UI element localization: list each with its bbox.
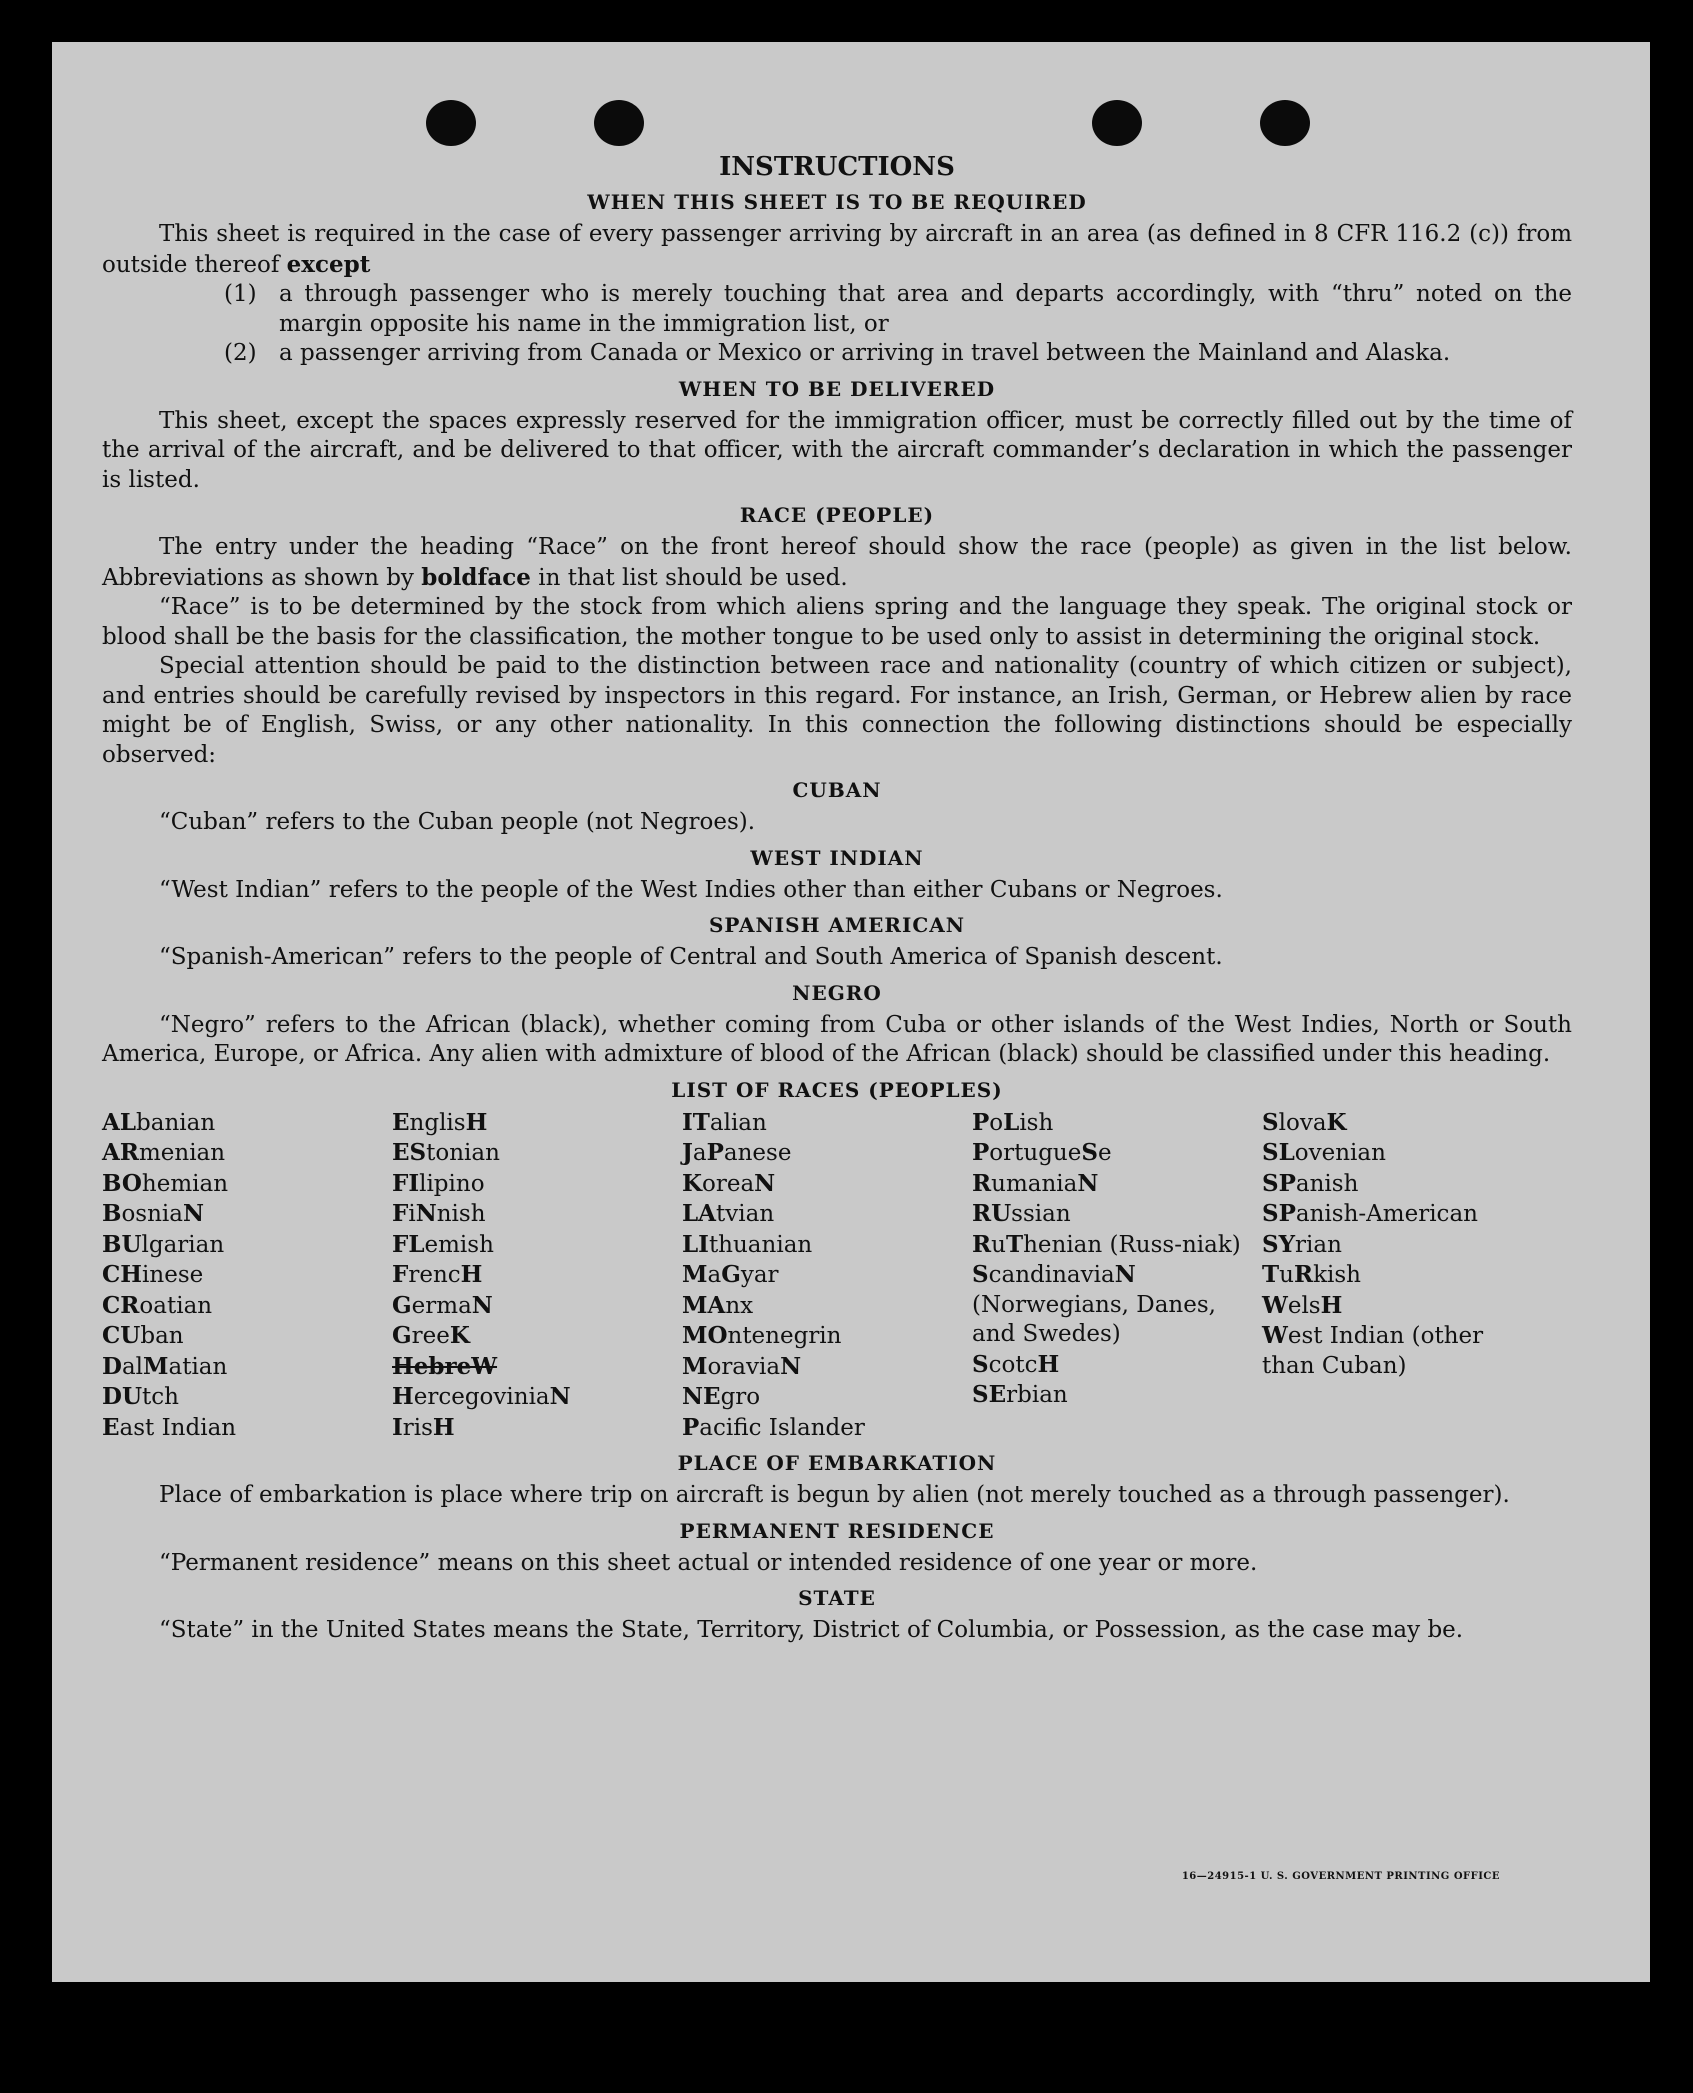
paragraph: “Negro” refers to the African (black), whether coming from Cuba or other islands of the West Indies, North or South America, Europe, or Africa. Any alien with admixture of blood of the African (black) should be classified under this heading. — [102, 1011, 1572, 1067]
race-abbrev: P — [706, 1139, 724, 1166]
race-entry — [1262, 1169, 1542, 1200]
paragraph: “West Indian” refers to the people of the West Indies other than either Cubans or Negroes. — [159, 876, 1223, 903]
race-text: candinavia — [988, 1262, 1115, 1288]
exception-number: (2) — [224, 340, 257, 366]
race-abbrev: IT — [682, 1108, 710, 1136]
race-abbrev: S — [972, 1261, 989, 1288]
race-entry — [682, 1108, 972, 1139]
race-abbrev: N — [549, 1383, 571, 1410]
race-entry — [1262, 1230, 1542, 1261]
race-text: anish-American — [1295, 1201, 1478, 1227]
race-entry — [972, 1350, 1262, 1381]
race-abbrev: S — [1262, 1108, 1279, 1136]
race-abbrev: MA — [682, 1291, 726, 1319]
race-abbrev: K — [1326, 1108, 1347, 1136]
race-text: ree — [411, 1323, 450, 1349]
race-text: nglis — [409, 1109, 466, 1136]
race-abbrev: LA — [682, 1200, 717, 1227]
race-column — [682, 1108, 972, 1444]
race-text: henian (Russ-niak) — [1023, 1231, 1241, 1258]
race-entry — [102, 1260, 392, 1291]
race-entry — [682, 1138, 972, 1169]
instructions-content — [102, 152, 1572, 1646]
race-text: anish — [1295, 1170, 1359, 1197]
race-entry — [102, 1382, 392, 1413]
section-heading: CUBAN — [792, 778, 882, 802]
race-text: anese — [723, 1140, 792, 1166]
race-abbrev: AL — [102, 1108, 137, 1136]
race-text: ercegovinia — [413, 1384, 550, 1410]
race-column — [102, 1108, 392, 1444]
race-abbrev: P — [972, 1139, 990, 1166]
race-entry — [392, 1108, 682, 1139]
race-abbrev: E — [392, 1108, 410, 1136]
race-abbrev: M — [682, 1261, 708, 1288]
race-abbrev: N — [471, 1291, 493, 1319]
race-text: rbian — [1006, 1382, 1068, 1408]
race-abbrev: CR — [102, 1291, 140, 1319]
paragraph: “Spanish-American” refers to the people of Central and South America of Spanish descent. — [159, 944, 1223, 970]
race-abbrev: J — [682, 1139, 693, 1166]
race-text: al — [121, 1353, 144, 1380]
race-text: emish — [424, 1231, 494, 1258]
race-entry — [682, 1321, 972, 1352]
race-text: ssian — [1011, 1201, 1071, 1227]
printer-imprint: 16—24915-1 U. S. GOVERNMENT PRINTING OFFICE — [1181, 1871, 1500, 1882]
race-entry — [102, 1291, 392, 1322]
race-text: ovenian — [1294, 1140, 1386, 1166]
race-entry — [102, 1413, 392, 1444]
paragraph: This sheet, except the spaces expressly reserved for the immigration officer, must be correctly filled out by the time of the arrival of the aircraft, and be delivered to that officer, with the aircraft commander’s declaration in which the passenger is listed. — [102, 407, 1572, 493]
exception-text: a passenger arriving from Canada or Mexico or arriving in travel between the Mainland and Alaska. — [279, 340, 1451, 366]
document-sheet — [52, 42, 1650, 1982]
race-entry — [392, 1230, 682, 1261]
race-text: nx — [725, 1292, 754, 1319]
race-abbrev: G — [392, 1322, 412, 1349]
race-entry — [102, 1138, 392, 1169]
race-entry — [1262, 1199, 1542, 1230]
section-heading: WEST INDIAN — [750, 845, 924, 870]
race-list — [102, 1108, 1572, 1444]
race-text: est Indian (other than Cuban) — [1262, 1323, 1484, 1379]
race-entry — [392, 1413, 682, 1444]
race-text: lipino — [419, 1170, 485, 1197]
section-heading: LIST OF RACES (PEOPLES) — [671, 1077, 1003, 1102]
page-title: INSTRUCTIONS — [719, 152, 955, 182]
race-abbrev: H — [392, 1383, 414, 1410]
race-abbrev: RU — [972, 1200, 1012, 1227]
race-entry — [392, 1138, 682, 1169]
race-entry — [102, 1321, 392, 1352]
race-text: lgarian — [141, 1231, 225, 1258]
race-entry — [682, 1199, 972, 1230]
exception-item — [224, 339, 1572, 369]
paragraph: Place of embarkation is place where trip on aircraft is begun by alien (not merely touched as a through passenger). — [159, 1482, 1510, 1508]
paragraph: Special attention should be paid to the distinction between race and nationality (country of which citizen or subject), and entries should be carefully revised by inspectors in this regard. For instance, an Irish, German, or Hebrew alien by race might be of English, Swiss, or any other nationality. In this connection the following distinctions should be especially observed: — [102, 653, 1572, 768]
race-abbrev: G — [392, 1291, 412, 1319]
race-text: orea — [702, 1170, 755, 1197]
race-abbrev: E — [102, 1413, 120, 1441]
race-abbrev: N — [1114, 1261, 1136, 1288]
race-abbrev: H — [460, 1261, 483, 1288]
race-column — [392, 1108, 682, 1444]
race-text: ish — [1019, 1109, 1054, 1136]
race-entry — [392, 1260, 682, 1291]
race-text: a — [707, 1262, 722, 1288]
race-text: tvian — [716, 1201, 775, 1227]
paragraph: “Cuban” refers to the Cuban people (not Negroes). — [159, 809, 756, 835]
race-text: a — [692, 1140, 707, 1166]
race-text: cotc — [988, 1351, 1038, 1378]
race-text: alian — [709, 1109, 767, 1136]
race-text: ban — [140, 1323, 184, 1349]
race-entry — [682, 1413, 972, 1444]
race-abbrev: BU — [102, 1230, 142, 1258]
race-text: yar — [740, 1262, 779, 1288]
race-abbrev: B — [102, 1200, 122, 1227]
race-text: banian — [136, 1109, 216, 1136]
race-abbrev: M — [682, 1352, 708, 1380]
race-text: ntenegrin — [727, 1323, 842, 1349]
race-entry — [682, 1169, 972, 1200]
punch-hole — [1260, 100, 1310, 146]
race-text: ortugue — [989, 1140, 1082, 1166]
race-abbrev: P — [682, 1413, 700, 1441]
race-entry — [682, 1260, 972, 1291]
race-abbrev: N — [1077, 1169, 1099, 1197]
section-heading: NEGRO — [792, 980, 882, 1005]
race-abbrev: D — [102, 1352, 122, 1380]
race-entry — [972, 1260, 1262, 1350]
section-heading: RACE (PEOPLE) — [739, 503, 935, 527]
race-entry — [972, 1380, 1262, 1411]
section-heading: PLACE OF EMBARKATION — [677, 1451, 997, 1475]
race-entry — [102, 1169, 392, 1200]
paragraph-text: in that list should be used. — [538, 564, 848, 591]
race-abbrev: DU — [102, 1383, 143, 1410]
race-abbrev: FI — [392, 1169, 420, 1197]
paragraph: “Race” is to be determined by the stock from which aliens spring and the language they speak. The original stock or blood shall be the basis for the classification, the mother tongue to be used only to assist in determining the original stock. — [102, 594, 1572, 650]
race-abbrev: FL — [392, 1230, 425, 1258]
section-heading: SPANISH AMERICAN — [708, 913, 966, 937]
race-text: erma — [411, 1292, 472, 1319]
race-entry — [392, 1199, 682, 1230]
race-entry — [1262, 1321, 1542, 1381]
race-abbrev: T — [1262, 1261, 1280, 1288]
race-entry — [1262, 1138, 1542, 1169]
race-abbrev: W — [1262, 1291, 1288, 1319]
race-abbrev: BO — [102, 1169, 142, 1197]
race-text: atian — [168, 1353, 228, 1380]
section-heading: STATE — [798, 1586, 876, 1610]
race-abbrev: NE — [682, 1383, 721, 1410]
race-entry — [392, 1382, 682, 1413]
race-abbrev: AR — [102, 1139, 139, 1166]
race-abbrev: SL — [1262, 1139, 1295, 1166]
exception-text: a through passenger who is merely touching that area and departs accordingly, with “thru” noted on the margin opposite his name in the immigration list, or — [279, 281, 1572, 337]
paragraph: “Permanent residence” means on this sheet actual or intended residence of one year or more. — [159, 1549, 1258, 1576]
punch-hole — [426, 100, 476, 146]
race-text: (Norwegians, Danes, and Swedes) — [972, 1291, 1216, 1347]
race-abbrev: L — [1003, 1108, 1020, 1136]
race-text: ris — [402, 1414, 433, 1441]
race-abbrev: N — [415, 1200, 437, 1227]
race-entry — [1262, 1291, 1542, 1322]
race-text: hemian — [141, 1170, 229, 1197]
race-entry — [102, 1108, 392, 1139]
race-entry — [392, 1169, 682, 1200]
race-abbrev: N — [183, 1200, 205, 1227]
race-entry — [972, 1230, 1262, 1261]
race-entry — [682, 1382, 972, 1413]
race-abbrev: SP — [1262, 1200, 1296, 1227]
race-entry — [972, 1108, 1262, 1139]
paragraph: “State” in the United States means the State, Territory, District of Columbia, or Possession, as the case may be. — [159, 1617, 1464, 1643]
race-abbrev: SY — [1262, 1230, 1296, 1258]
race-text: renc — [408, 1262, 461, 1288]
race-abbrev: H — [1320, 1291, 1343, 1319]
race-text: tonian — [426, 1140, 500, 1166]
exception-number: (1) — [224, 281, 257, 307]
race-abbrev: CU — [102, 1322, 141, 1349]
race-abbrev: S — [972, 1350, 989, 1378]
race-entry — [102, 1199, 392, 1230]
race-text: inese — [142, 1262, 204, 1288]
race-text: o — [989, 1109, 1004, 1136]
race-text: thuanian — [708, 1231, 813, 1258]
race-text: oravia — [707, 1353, 781, 1380]
race-text: nish — [436, 1201, 486, 1227]
race-entry — [392, 1352, 682, 1383]
race-abbrev: K — [449, 1322, 470, 1349]
paragraph — [102, 533, 1572, 593]
paragraph-bold: boldface — [421, 563, 531, 591]
race-abbrev: W — [1262, 1322, 1288, 1349]
race-column — [972, 1108, 1262, 1444]
race-text: kish — [1313, 1262, 1361, 1288]
race-abbrev: G — [721, 1261, 741, 1288]
race-abbrev: R — [972, 1230, 992, 1258]
race-abbrev: SP — [1262, 1169, 1296, 1197]
section-heading: WHEN TO BE DELIVERED — [678, 376, 996, 401]
race-entry — [102, 1230, 392, 1261]
paragraph-text: This sheet is required in the case of every passenger arriving by aircraft in an area (as defined in 8 CFR 116.2 (c)) from outside thereof — [102, 221, 1572, 278]
race-abbrev: F — [392, 1261, 409, 1288]
paragraph-bold: except — [286, 250, 371, 278]
race-text: rian — [1295, 1231, 1342, 1258]
race-abbrev: K — [682, 1169, 702, 1197]
section-heading: WHEN THIS SHEET IS TO BE REQUIRED — [587, 190, 1087, 214]
race-abbrev: T — [1005, 1230, 1024, 1258]
race-entry — [682, 1291, 972, 1322]
race-abbrev: MO — [682, 1322, 728, 1349]
race-entry — [102, 1352, 392, 1383]
race-abbrev: I — [392, 1413, 403, 1441]
race-text: e — [1097, 1140, 1112, 1166]
race-abbrev: CH — [102, 1261, 143, 1288]
race-abbrev: LI — [682, 1230, 709, 1258]
race-text: umania — [991, 1170, 1078, 1197]
race-text: ast Indian — [119, 1414, 237, 1441]
race-entry — [972, 1138, 1262, 1169]
race-entry — [682, 1352, 972, 1383]
race-entry — [972, 1199, 1262, 1230]
paragraph-text: The entry under the heading “Race” on the front hereof should show the race (people) as given in the list below. Abbreviations as shown by — [102, 534, 1572, 591]
race-entry — [392, 1291, 682, 1322]
race-abbrev: H — [465, 1108, 488, 1136]
race-abbrev: HebreW — [392, 1352, 498, 1380]
race-abbrev: ES — [392, 1139, 427, 1166]
race-entry — [1262, 1260, 1542, 1291]
race-abbrev: P — [972, 1108, 990, 1136]
race-text: u — [1279, 1262, 1294, 1288]
race-text: els — [1287, 1292, 1321, 1319]
race-abbrev: M — [143, 1352, 169, 1380]
section-heading: PERMANENT RESIDENCE — [679, 1518, 995, 1543]
race-text: i — [408, 1201, 416, 1227]
race-abbrev: SE — [972, 1381, 1007, 1408]
race-abbrev: N — [780, 1352, 802, 1380]
punch-hole — [594, 100, 644, 146]
race-abbrev: N — [754, 1169, 776, 1197]
punch-hole — [1092, 100, 1142, 146]
race-text: tch — [142, 1384, 179, 1410]
race-abbrev: H — [432, 1413, 455, 1441]
race-text: acific Islander — [699, 1414, 865, 1441]
race-entry — [972, 1169, 1262, 1200]
race-text: gro — [720, 1384, 761, 1410]
paragraph — [102, 220, 1572, 280]
race-abbrev: H — [1037, 1350, 1060, 1378]
race-abbrev: R — [1293, 1261, 1314, 1288]
race-abbrev: R — [972, 1169, 992, 1197]
race-text: lova — [1278, 1109, 1327, 1136]
race-text: oatian — [139, 1292, 213, 1319]
race-entry — [682, 1230, 972, 1261]
exception-item — [224, 280, 1572, 339]
race-column — [1262, 1108, 1542, 1444]
race-text: menian — [138, 1140, 226, 1166]
race-abbrev: S — [1081, 1139, 1098, 1166]
race-entry — [392, 1321, 682, 1352]
race-text: osnia — [121, 1201, 183, 1227]
race-text: u — [991, 1231, 1006, 1258]
race-abbrev: F — [392, 1200, 409, 1227]
race-entry — [1262, 1108, 1542, 1139]
